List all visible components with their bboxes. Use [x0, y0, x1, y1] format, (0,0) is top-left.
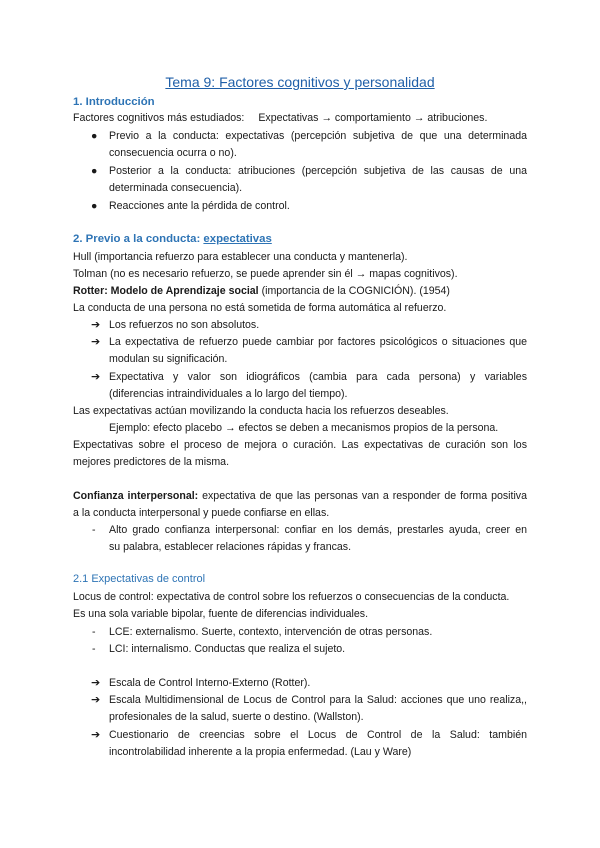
arrow-2-line-2: modulan su significación.	[109, 353, 228, 365]
actuan-line: Las expectativas actúan movilizando la conducta hacia los refuerzos deseables.	[73, 405, 449, 417]
hull-line: Hull (importancia refuerzo para establecer una conducta y mantenerla).	[73, 251, 408, 263]
locus-line-1: Locus de control: expectativa de control sobre los refuerzos o consecuencias de la conducta.	[73, 591, 510, 603]
confianza-label: Confianza interpersonal:	[73, 490, 199, 502]
lce-line: LCE: externalismo. Suerte, contexto, intervención de otras personas.	[109, 626, 433, 638]
arrow-marker: ➔	[91, 677, 101, 689]
curacion-line-1: Expectativas sobre el proceso de mejora o curación. Las expectativas de curación son los	[73, 439, 527, 451]
intro-line	[73, 110, 487, 127]
confianza-dash-line-1: Alto grado confianza interpersonal: confiar en los demás, prestarles ayuda, creer en	[109, 524, 527, 536]
confianza-detail: expectativa de que las personas van a responder de forma positiva	[198, 490, 527, 502]
bullet-3-line-1: Reacciones ante la pérdida de control.	[109, 200, 290, 212]
bullet-marker: ●	[91, 200, 98, 212]
bullet-2-line-1: Posterior a la conducta: atribuciones (percepción subjetiva de las causas de una	[109, 165, 527, 177]
arrow-1-line-1: Los refuerzos no son absolutos.	[109, 319, 260, 331]
arrow-3-line-2: (diferencias intraindividuales a lo largo del tiempo).	[109, 388, 348, 400]
confianza-dash-line-2: su palabra, establecer relaciones rápidas y francas.	[109, 541, 352, 553]
ejemplo-line: Ejemplo: efecto placebo → efectos se deben a mecanismos propios de la persona.	[109, 422, 499, 434]
lci-line: LCI: internalismo. Conductas que realiza el sujeto.	[109, 643, 346, 655]
section-2-heading	[73, 233, 272, 245]
conducta-line: La conducta de una persona no está sometida de forma automática al refuerzo.	[73, 302, 447, 314]
arrow-2-line-1: La expectativa de refuerzo puede cambiar por factores psicológicos o situaciones que	[109, 336, 527, 348]
arrow-3-line-1: Expectativa y valor son idiográficos (cambia para cada persona) y variables	[109, 371, 527, 383]
bullet-1-line-1: Previo a la conducta: expectativas (percepción subjetiva de que una determinada	[109, 130, 527, 142]
intro-label: Factores cognitivos más estudiados:	[73, 112, 245, 124]
cuestionario-line-2: incontrolabilidad inherente a la propia enfermedad. (Lau y Ware)	[109, 746, 412, 758]
arrow-marker: ➔	[91, 319, 101, 331]
arrow-marker: ➔	[91, 371, 101, 383]
escala-salud-line-1: Escala Multidimensional de Locus de Control para la Salud: acciones que uno realiza,,	[109, 694, 527, 706]
rotter-detail: (importancia de la COGNICIÓN). (1954)	[258, 285, 450, 297]
tolman-line: Tolman (no es necesario refuerzo, se puede aprender sin él → mapas cognitivos).	[73, 268, 458, 280]
section-2-1-heading: 2.1 Expectativas de control	[73, 573, 206, 585]
bullet-1-line-2: consecuencia ocurra o no).	[109, 147, 237, 159]
dash-marker: -	[92, 643, 96, 655]
locus-line-2: Es una sola variable bipolar, fuente de diferencias individuales.	[73, 608, 369, 620]
section-2-heading-keyword: expectativas	[203, 233, 272, 245]
dash-marker: -	[92, 524, 96, 536]
escala-rotter-line: Escala de Control Interno-Externo (Rotter).	[109, 677, 311, 689]
document-title: Tema 9: Factores cognitivos y personalidad	[165, 74, 435, 90]
intro-sequence: Expectativas → comportamiento → atribuciones.	[258, 112, 488, 124]
arrow-marker: ➔	[91, 336, 101, 348]
arrow-marker: ➔	[91, 729, 101, 741]
arrow-marker: ➔	[91, 694, 101, 706]
escala-salud-line-2: profesionales de la salud, suerte o destino. (Wallston).	[109, 711, 364, 723]
section-2-heading-prefix: 2. Previo a la conducta:	[73, 233, 204, 245]
rotter-line	[73, 283, 450, 300]
dash-marker: -	[92, 626, 96, 638]
cuestionario-line-1: Cuestionario de creencias sobre el Locus de Control de la Salud: también	[109, 729, 527, 741]
section-1-heading: 1. Introducción	[73, 96, 155, 108]
bullet-marker: ●	[91, 130, 98, 142]
confianza-line-1	[73, 488, 527, 505]
bullet-2-line-2: determinada consecuencia).	[109, 182, 243, 194]
rotter-label: Rotter: Modelo de Aprendizaje social	[73, 285, 259, 297]
bullet-marker: ●	[91, 165, 98, 177]
confianza-line-2: a la conducta interpersonal y puede confiarse en ellas.	[73, 507, 330, 519]
curacion-line-2: mejores predictores de la misma.	[73, 456, 230, 468]
